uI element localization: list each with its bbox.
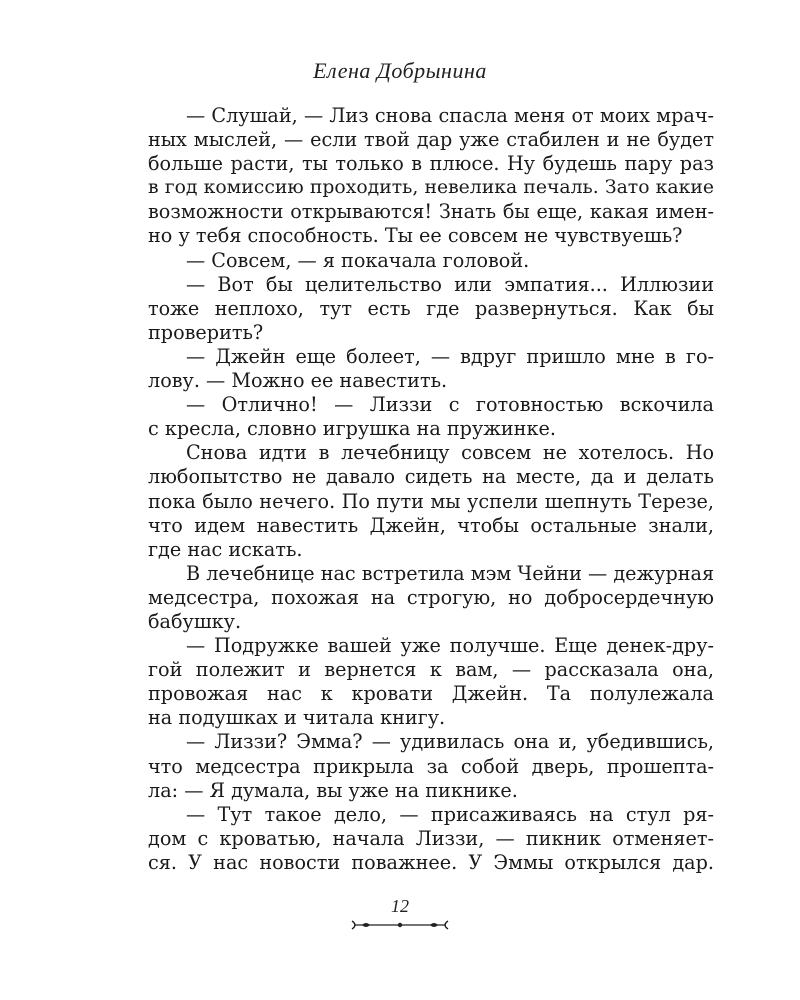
text-line: ла: — Я думала, вы уже на пикнике. <box>148 778 518 802</box>
text-line: что идем навестить Джейн, чтобы остальные знали, <box>148 513 714 537</box>
text-line: — Джейн еще болеет, — вдруг пришло мне в го- <box>186 344 714 368</box>
text-line: — Подружке вашей уже получше. Еще денек-дру- <box>186 634 714 658</box>
text-line: — Лиззи? Эмма? — удивилась она и, убедившись, <box>186 730 714 754</box>
text-line: — Тут такое дело, — присаживаясь на стул ря- <box>186 802 714 826</box>
text-line: где нас искать. <box>148 537 303 561</box>
text-line: любопытство не давало сидеть на месте, да и делать <box>148 465 714 489</box>
text-line: в год комиссию проходить, невелика печаль. Зато какие <box>148 177 714 199</box>
text-line: больше расти, ты только в плюсе. Ну будешь пару раз <box>148 152 714 176</box>
text-line: гой полежит и вернется к вам, — рассказала она, <box>148 658 714 682</box>
flourish-ornament-icon <box>350 918 450 932</box>
text-line: с кресла, словно игрушка на пружинке. <box>148 417 556 441</box>
text-line: но у тебя способность. Ты ее совсем не чувствуешь? <box>148 224 683 248</box>
text-line: ных мыслей, — если твой дар уже стабилен и не будет <box>148 128 714 152</box>
text-line: — Слушай, — Лиз снова спасла меня от моих мрач- <box>186 104 714 127</box>
text-line: что медсестра прикрыла за собой дверь, прошепта- <box>148 754 714 778</box>
text-line: проверить? <box>148 320 264 344</box>
body-text <box>148 104 714 875</box>
text-line: Снова идти в лечебницу совсем не хотелось. Но <box>186 441 714 465</box>
text-line: — Вот бы целительство или эмпатия... Иллюзии <box>186 272 714 296</box>
running-head: Елена Добрынина <box>313 58 487 83</box>
text-line: ся. У нас новости поважнее. У Эммы открылся дар. <box>148 850 714 874</box>
text-line: — Отлично! — Лиззи с готовностью вскочила <box>186 393 714 417</box>
text-line: тоже неплохо, тут есть где развернуться. Как бы <box>148 296 714 320</box>
text-line: возможности открываются! Знать бы еще, какая имен- <box>148 200 714 224</box>
folio <box>0 896 800 932</box>
text-line: на подушках и читала книгу. <box>148 706 446 730</box>
text-line: провожая нас к кровати Джейн. Та полулежала <box>148 682 714 706</box>
text-line: дом с кроватью, начала Лиззи, — пикник отменяет- <box>148 826 714 850</box>
text-line: медсестра, похожая на строгую, но добросердечную <box>148 585 714 609</box>
text-line: бабушку. <box>148 609 242 633</box>
text-line: лову. — Можно ее навестить. <box>148 369 448 393</box>
text-line: — Совсем, — я покачала головой. <box>186 248 530 272</box>
text-line: пока было нечего. По пути мы успели шепнуть Терезе, <box>148 489 714 513</box>
text-line: В лечебнице нас встретила мэм Чейни — дежурная <box>186 561 715 585</box>
page-number: 12 <box>391 896 409 916</box>
